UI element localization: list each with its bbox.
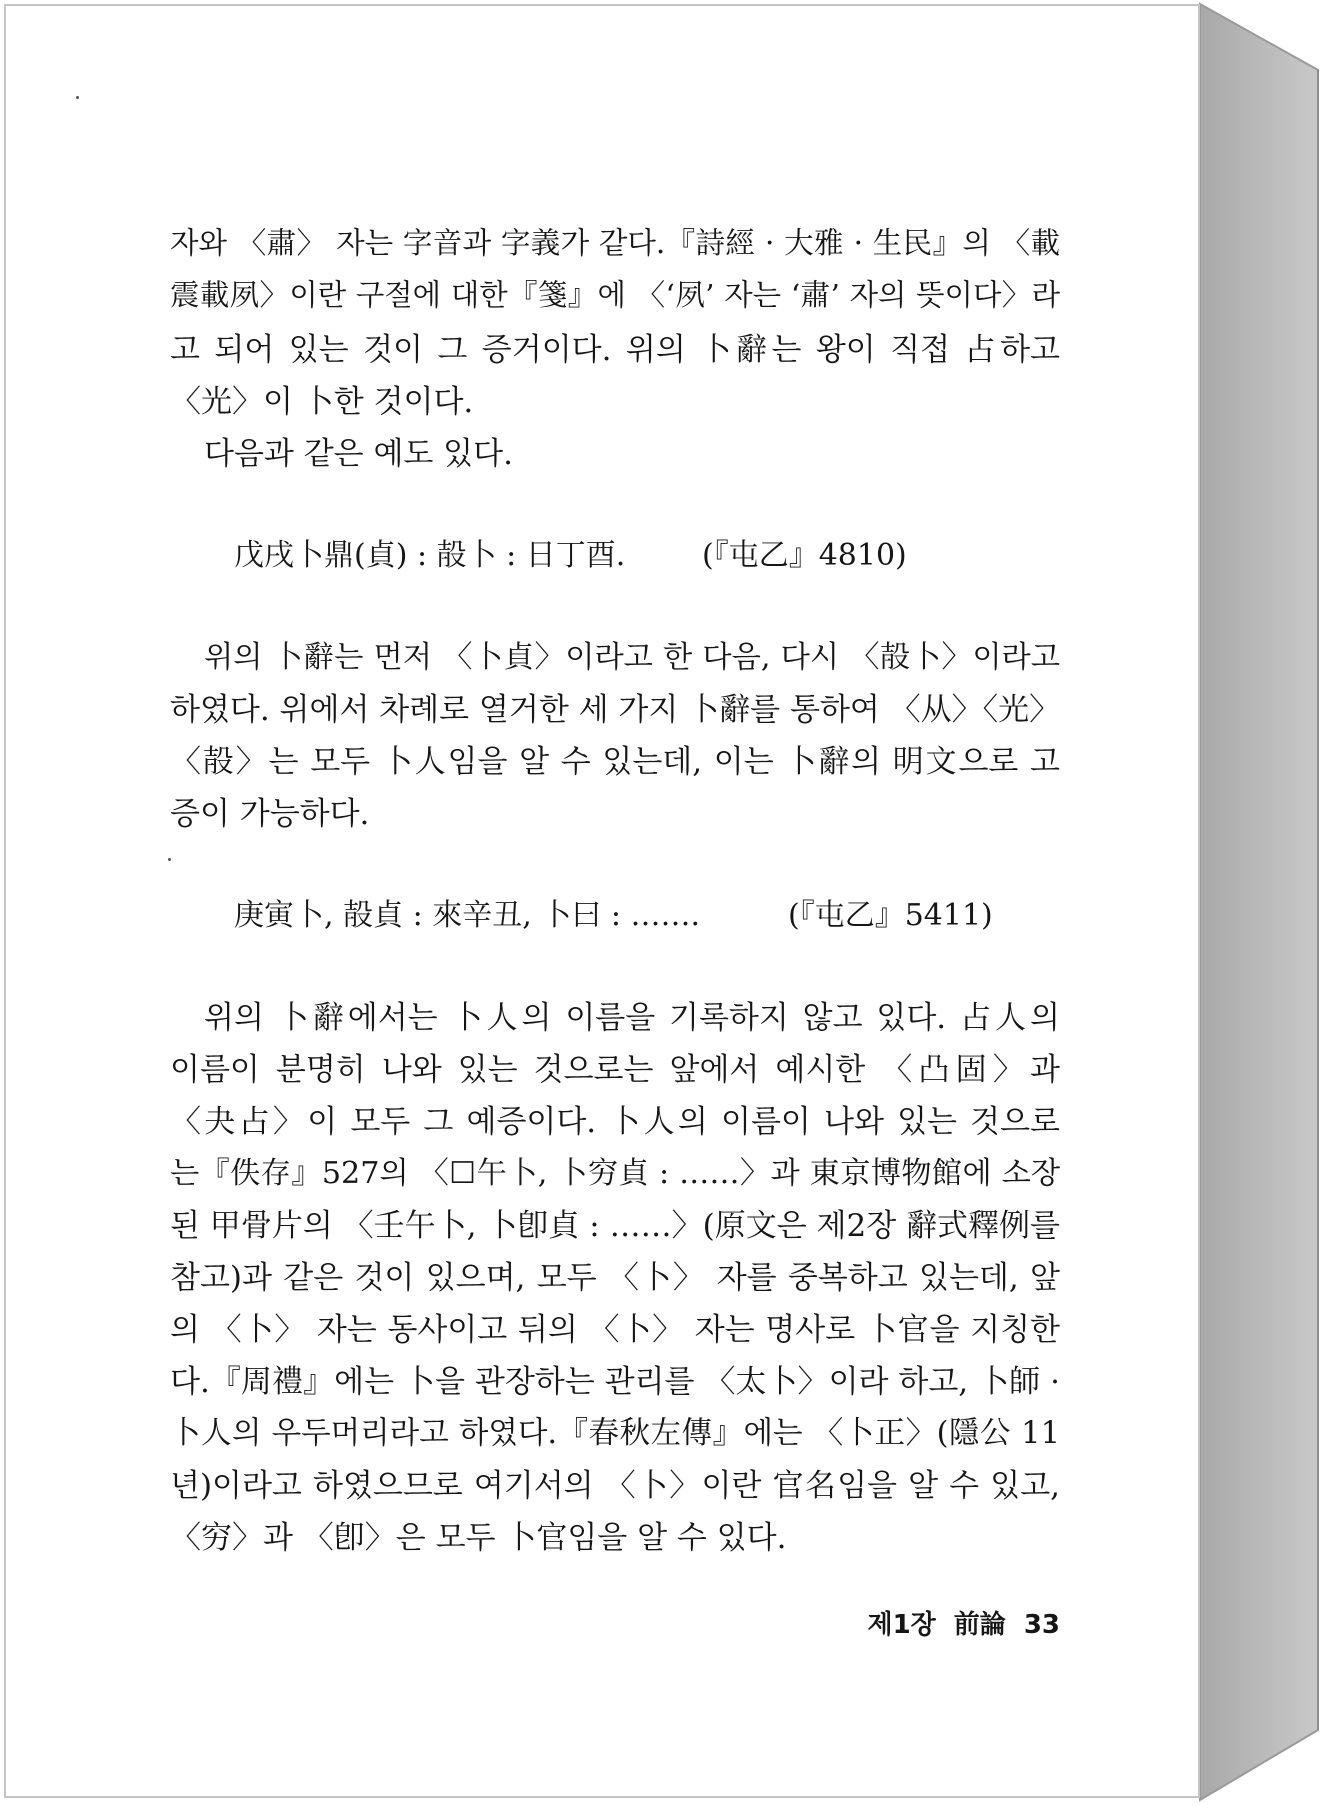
text-line: 〈㱿〉는 모두 卜人임을 알 수 있는데, 이는 卜辭의 明文으로 고	[170, 744, 1060, 780]
text-line: 된 甲骨片의 〈壬午卜, 卜卽貞 : ……〉(原文은 제2장 辭式釋例를	[170, 1208, 1060, 1244]
text-line: 참고)과 같은 것이 있으며, 모두 〈卜〉 자를 중복하고 있는데, 앞	[170, 1260, 1060, 1296]
text-line: 위의 卜辭는 먼저 〈卜貞〉이라고 한 다음, 다시 〈㱿卜〉이라고	[204, 640, 1060, 675]
oracle-inscription: 戊戌卜鼎(貞) : 㱿卜 : 日丁酉.	[234, 538, 626, 573]
text-line: 卜人의 우두머리라고 하였다.『春秋左傳』에는 〈卜正〉(隱公 11	[170, 1416, 1060, 1451]
inscription-source: (『屯乙』4810)	[702, 538, 907, 573]
text-line: 〈夬占〉이 모두 그 예증이다. 卜人의 이름이 나와 있는 것으로	[170, 1104, 1060, 1140]
text-line: 위의 卜辭에서는 卜人의 이름을 기록하지 않고 있다. 占人의	[204, 1000, 1060, 1036]
oracle-inscription: 庚寅卜, 㱿貞 : 來辛丑, 卜曰 : …….	[234, 898, 701, 933]
text-line: 이름이 분명히 나와 있는 것으로는 앞에서 예시한 〈凸固〉과	[170, 1052, 1060, 1088]
page-number: 33	[1023, 1610, 1060, 1640]
inscription-source: (『屯乙』5411)	[788, 898, 993, 933]
text-line: 년)이라고 하였으므로 여기서의 〈卜〉이란 官名임을 알 수 있고,	[170, 1468, 1060, 1504]
text-line: 〈穷〉과 〈卽〉은 모두 卜官임을 알 수 있다.	[170, 1520, 787, 1556]
text-line: 하였다. 위에서 차례로 열거한 세 가지 卜辭를 통하여 〈从〉〈光〉	[170, 692, 1061, 728]
scan-speck	[76, 96, 79, 99]
text-line: 고 되어 있는 것이 그 증거이다. 위의 卜辭는 왕이 직접 占하고	[170, 332, 1060, 368]
text-line: 는『佚存』527의 〈☐午卜, 卜穷貞 : ……〉과 東京博物館에 소장	[170, 1156, 1060, 1191]
text-line: 다음과 같은 예도 있다.	[204, 436, 513, 472]
running-footer	[840, 1604, 1060, 1641]
text-line: 증이 가능하다.	[170, 796, 370, 832]
text-line: 의 〈卜〉 자는 동사이고 뒤의 〈卜〉 자는 명사로 卜官을 지칭한	[170, 1312, 1060, 1348]
text-line: 다.『周禮』에는 卜을 관장하는 관리를 〈太卜〉이라 하고, 卜師 ·	[170, 1364, 1060, 1400]
text-line: 震載夙〉이란 구절에 대한『箋』에 〈‘夙’ 자는 ‘肅’ 자의 뜻이다〉라	[170, 278, 1060, 312]
chapter-title: 前論	[953, 1610, 1006, 1640]
text-line: 자와 〈肅〉 자는 字音과 字義가 같다.『詩經 · 大雅 · 生民』의 〈載	[170, 226, 1060, 260]
text-line: 〈光〉이 卜한 것이다.	[170, 384, 474, 420]
scan-speck	[168, 858, 171, 861]
chapter-label: 제1장	[867, 1610, 936, 1640]
